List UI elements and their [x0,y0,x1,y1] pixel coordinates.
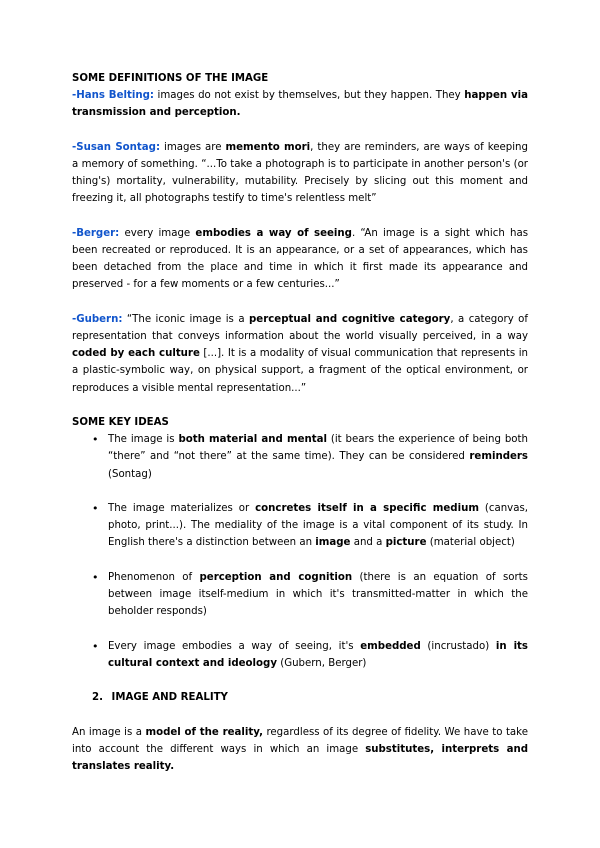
berger-bold-1: embodies a way of seeing [195,227,352,239]
list-item [92,431,528,483]
item2-text-1: The image materializes or [108,503,256,514]
sontag-definition [72,139,528,208]
gubern-definition [72,311,528,397]
item3-text-2: (there is an equation of sorts between image itself-medium in which it's transmitted-matter in which the beholder responds) [108,571,528,618]
belting-name: -Hans Belting: [72,90,154,102]
item3-text-1: Phenomenon of [108,571,200,583]
item4-text-3: (Gubern, Berger) [276,657,367,669]
item2-text-3: and a [350,537,386,549]
item1-bold-1: both material and mental [178,434,327,446]
item2-text-2: (canvas, photo, print...). The mediality of the image is a vital component of its study. In English there's a distinction between an [108,503,528,549]
berger-text-2: . “An image is a sight which has been recreated or reproduced. It is an appearance, or a set of appearances, which has been detached from the place and time in which it first made its appearance and preserved - for a few moments or a few centuries...” [72,227,528,291]
section-2-number: 2. [92,692,103,704]
gubern-text-3: [...]. It is a modality of visual communication that represents in a plastic-symbolic way, on physical support, a fragment of the optical environment, or reproduces a visible mental representation...” [72,348,528,394]
berger-text-1: every image [119,227,196,239]
section-2-paragraph [72,724,528,776]
item4-bold-2: in its cultural context and ideology [108,640,528,669]
list-item [92,500,528,552]
item1-bold-2: reminders [469,451,528,463]
sontag-bold-1: memento mori [225,141,311,153]
s2-bold-1: model of the reality, [145,726,263,738]
list-item [92,638,528,672]
s2-text-2: regardless of its degree of fidelity. We have to take into account the different ways in which an image [72,726,528,755]
item2-text-4: (material object) [426,537,515,549]
item1-text-3: (Sontag) [108,468,152,480]
berger-definition [72,225,528,294]
sontag-text-2: , they are reminders, are ways of keeping a memory of something. “...To take a photograph is to participate in another person's (or thing's) mortality, vulnerability, mutability. Precisely by slicing out this moment and freezing it, all photographs testify to time's relentless melt” [72,141,528,205]
belting-definition [72,87,528,121]
s2-text-1: An image is a [72,726,146,738]
section-2-title: IMAGE AND REALITY [111,692,228,704]
gubern-bold-1: perceptual and cognitive category [249,313,451,325]
item4-text-2: (incrustado) [420,640,496,652]
section-2-heading [92,689,528,706]
s2-bold-2: substitutes, interprets and translates reality. [72,743,528,772]
sontag-name: -Susan Sontag: [72,141,161,153]
item2-bold-3: picture [385,537,427,549]
document-page [72,70,528,775]
key-ideas-heading: SOME KEY IDEAS [72,417,169,428]
gubern-text-2: , a category of representation that conveys information about the world visually perceived, in a way [72,313,528,342]
item4-bold-1: embedded [360,640,421,652]
belting-bold-1: happen via transmission and perception. [72,90,529,119]
gubern-name: -Gubern: [72,313,123,325]
sontag-text-1: images are [160,141,226,153]
belting-text-1: images do not exist by themselves, but they happen. They [153,90,465,102]
item1-text-2: (it bears the experience of being both “there” and “not there” at the same time). They can be considered [108,434,528,463]
item4-text-1: Every image embodies a way of seeing, it's [108,640,361,652]
definitions-heading: SOME DEFINITIONS OF THE IMAGE [72,73,269,84]
item2-bold-1: concretes itself in a specific medium [255,503,479,514]
gubern-bold-2: coded by each culture [72,348,200,360]
gubern-text-1: “The iconic image is a [122,313,250,325]
item1-text-1: The image is [108,434,179,446]
item3-bold-1: perception and cognition [199,571,353,583]
item2-bold-2: image [315,537,351,549]
berger-name: -Berger: [72,227,120,239]
key-ideas-list [92,431,528,672]
list-item [92,569,528,621]
